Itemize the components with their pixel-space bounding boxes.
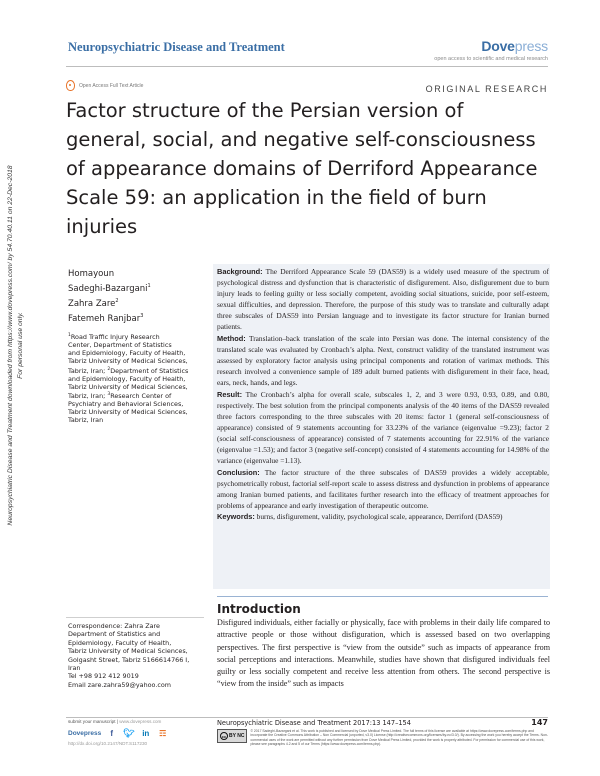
section-label: ORIGINAL RESEARCH — [425, 84, 548, 94]
open-access-line — [66, 80, 143, 91]
affiliation-line: Tabriz University of Medical Sciences, — [68, 408, 188, 417]
affiliation-line: Tabriz University of Medical Sciences, — [68, 382, 188, 391]
affiliation-text: Tabriz, Iran; — [68, 392, 106, 401]
abstract-result-text: The Cronbach’s alpha for overall scale, subscales 1, 2, and 3 were 0.93, 0.93, 0.89, and 0.80, respectively. The best solution from the principal components analysis of the 40 items of the DAS59 revealed three factors corresponding to the three subscales with 20 items: factor 1 (general self-consciousness of appearance) consisted of 9 statements accounting for 33.23% of the variance (eigenvalue =9.23); factor 2 (social self-consciousness of appearance) consisted of 7 statements accounting for 22.91% of the variance (eigenvalue =1.53); and factor 3 (negative self-concept) consisted of 4 statements accounting for 14.98% of the variance (eigenvalue =1.13). — [217, 389, 550, 465]
abstract-background-text: The Derriford Appearance Scale 59 (DAS59) is a widely used measure of the spectrum of psychological distress and dysfunction that is characteristic of disfigurement. Also, disfigurement due to burn injury leads to feeling guilty or less socially competent, avoiding social situations, suicide, poor self-esteem, sexual difficulties, and depression. Therefore, the purpose of this study was to translate and culturally adapt three subscales of DAS59 into Persian language and to investigate its factor structure for Iranian burned patients. — [217, 267, 550, 332]
author-1-sup: 1 — [147, 283, 151, 290]
facebook-icon[interactable]: f — [110, 729, 114, 738]
author-1-line-1: Homayoun — [68, 269, 115, 279]
footer-divider — [66, 717, 548, 718]
abstract-background-label: Background: — [217, 267, 263, 276]
side-download-note — [6, 118, 32, 573]
affiliation-sup-1: 1 — [68, 333, 71, 338]
abstract-conclusion-text: The factor structure of the three subscales of DAS59 provides a widely acceptable, psychometrically robust, factorial self-report scale to assess distress and dysfunction in problems of appearance among Iranian burned patients, and facilitates further research into the efficacy of treatment approaches for problems of appearance and early investigation of therapeutic outcome. — [217, 467, 550, 510]
abstract-keywords-label: Keywords: — [217, 512, 255, 522]
author-3-name: Fatemeh Ranjbar — [68, 314, 141, 325]
correspondence-line: Tel +98 912 412 9019 — [68, 672, 139, 681]
publisher-logo-suffix: press — [514, 38, 548, 54]
affiliation-line: Psychiatry and Behavioral Sciences, — [68, 400, 184, 409]
article-title: Factor structure of the Persian version of general, social, and negative self-consciousness of appearance domains of Derriford Appearance Scale 59: an application in the field of burn injuries — [66, 99, 538, 238]
abstract — [217, 266, 549, 523]
footer-brand-row — [68, 728, 169, 739]
affiliation-line: and Epidemiology, Faculty of Health, — [68, 374, 186, 383]
author-3 — [68, 310, 208, 325]
affiliation-line: Tabriz University of Medical Sciences, — [68, 357, 188, 366]
publisher-logo-main: Dove — [481, 38, 515, 54]
affiliation-line: Tabriz, Iran — [68, 416, 104, 425]
correspondence — [68, 622, 206, 689]
correspondence-line: Tabriz University of Medical Sciences, — [68, 647, 188, 656]
affiliation-text: Research Center of — [110, 392, 172, 401]
affiliation-sup-3: 3 — [107, 391, 111, 397]
affiliation-line — [68, 332, 206, 341]
page-number: 147 — [531, 718, 548, 727]
cc-icon: cc — [221, 733, 227, 739]
author-2-name: Zahra Zare — [68, 299, 116, 310]
introduction-heading: Introduction — [217, 602, 301, 616]
affiliation-text: Department of Statistics — [110, 366, 189, 375]
publisher-tagline: open access to scientific and medical research — [434, 56, 548, 62]
affiliation-text: Road Traffic Injury Research — [70, 333, 160, 342]
creative-commons-badge[interactable] — [217, 729, 247, 743]
author-1-line-2 — [68, 280, 208, 295]
open-access-icon — [66, 80, 75, 91]
author-2-sup: 2 — [115, 298, 119, 305]
submit-label: submit your manuscript | — [68, 719, 118, 724]
introduction-body: Disfigured individuals, either facially or physically, face with problems in their daily life compared to attractive people or those without disfiguration, which is assessed based on two overlapping perspectives. The first perspective is “view from the outside” such as impacts of appearance from social perceptions and interactions. Meanwhile, studies have shown that disfigured individuals feel guilty or less socially competent and receive less attention from others. The second perspective is “view from the inside” such as impacts — [217, 618, 550, 689]
abstract-background — [217, 266, 549, 332]
correspondence-line: Department of Statistics and — [68, 630, 161, 639]
affiliation-sup-2: 2 — [107, 366, 111, 372]
affiliation-line: and Epidemiology, Faculty of Health, — [68, 349, 186, 358]
correspondence-line: Iran — [68, 664, 81, 673]
affiliation-text: Tabriz, Iran; — [68, 366, 106, 375]
abstract-method — [217, 333, 549, 388]
publisher-logo[interactable] — [481, 38, 548, 54]
footer-brand-name[interactable]: Dovepress — [68, 730, 102, 737]
abstract-keywords-text: burns, disfigurement, validity, psychological scale, appearance, Derriford (DAS59) — [256, 512, 503, 522]
author-list — [68, 268, 208, 325]
author-3-sup: 3 — [140, 313, 144, 320]
submit-url[interactable]: www.dovepress.com — [119, 719, 162, 724]
abstract-method-text: Translation–back translation of the scale into Persian was done. The internal consistency of the translated scale was evaluated by Cronbach’s alpha. Next, construct validity of the translated instrument was assessed by exploratory factor analysis using principal components and rotation of varimax methods. This research involved a convenience sample of 189 adult burned patients with disfigurement in their face, head, ears, neck, hands, and legs. — [217, 333, 549, 388]
header-divider — [66, 66, 548, 67]
footer-citation: Neuropsychiatric Disease and Treatment 2017:13 147–154 — [217, 719, 411, 727]
rss-icon[interactable]: ☶ — [159, 729, 167, 738]
author-2 — [68, 295, 208, 310]
abstract-conclusion-label: Conclusion: — [217, 467, 260, 477]
side-note-line-2: For personal use only. — [17, 312, 24, 379]
correspondence-line: Correspondence: Zahra Zare — [68, 622, 160, 630]
license-text: © 2017 Sadeghi-Bazargani et al. This work is published and licensed by Dove Medical Press Limited. The full terms of this license are available at https://www.dovepress.com/terms.php and incorporate the Creative Commons Attribution – Non Commercial (unported, v3.0) License (http://creativecommons.org/licenses/by-nc/3.0/). By accessing the work you hereby accept the Terms. Non-commercial uses of the work are permitted without any further permission from Dove Medical Press Limited, provided the work is properly attributed. For permission for commercial use of this work, please see paragraphs 4.2 and 5 of our Terms (https://www.dovepress.com/terms.php). — [250, 729, 548, 746]
doi-line[interactable] — [68, 741, 147, 746]
submit-manuscript-line[interactable] — [68, 719, 161, 724]
correspondence-divider — [66, 617, 204, 618]
journal-name[interactable]: Neuropsychiatric Disease and Treatment — [68, 40, 285, 54]
cc-badge-label: BY NC — [229, 733, 245, 739]
correspondence-line: Golgasht Street, Tabriz 5166614766 I, — [68, 655, 190, 664]
linkedin-icon[interactable]: in — [142, 729, 150, 738]
correspondence-line: Epidemiology, Faculty of Health, — [68, 638, 172, 647]
introduction-divider — [217, 596, 548, 597]
abstract-keywords — [217, 511, 549, 522]
twitter-icon[interactable]: 🐦︎ — [123, 728, 135, 738]
abstract-conclusion — [217, 467, 549, 511]
license-row — [217, 729, 550, 746]
abstract-result-label: Result: — [217, 389, 243, 399]
open-access-label: Open Access Full Text Article — [79, 82, 144, 89]
affiliation-line — [68, 366, 206, 375]
side-download-note-text — [6, 118, 32, 573]
affiliation-line: Center, Department of Statistics — [68, 341, 172, 350]
abstract-result — [217, 389, 549, 466]
abstract-method-label: Method: — [217, 333, 246, 343]
author-1-name: Sadeghi-Bazargani — [68, 284, 148, 295]
side-note-line-1: Neuropsychiatric Disease and Treatment downloaded from https://www.dovepress.com/ by 54.70.40.11 on 22-Dec-2018 — [7, 165, 14, 526]
correspondence-email[interactable]: Email zare.zahra59@yahoo.com — [68, 680, 172, 689]
affiliation-line — [68, 391, 206, 400]
affiliations — [68, 332, 206, 424]
doi-url[interactable]: http://dx.doi.org/10.2147/NDT.S117230 — [68, 741, 148, 746]
